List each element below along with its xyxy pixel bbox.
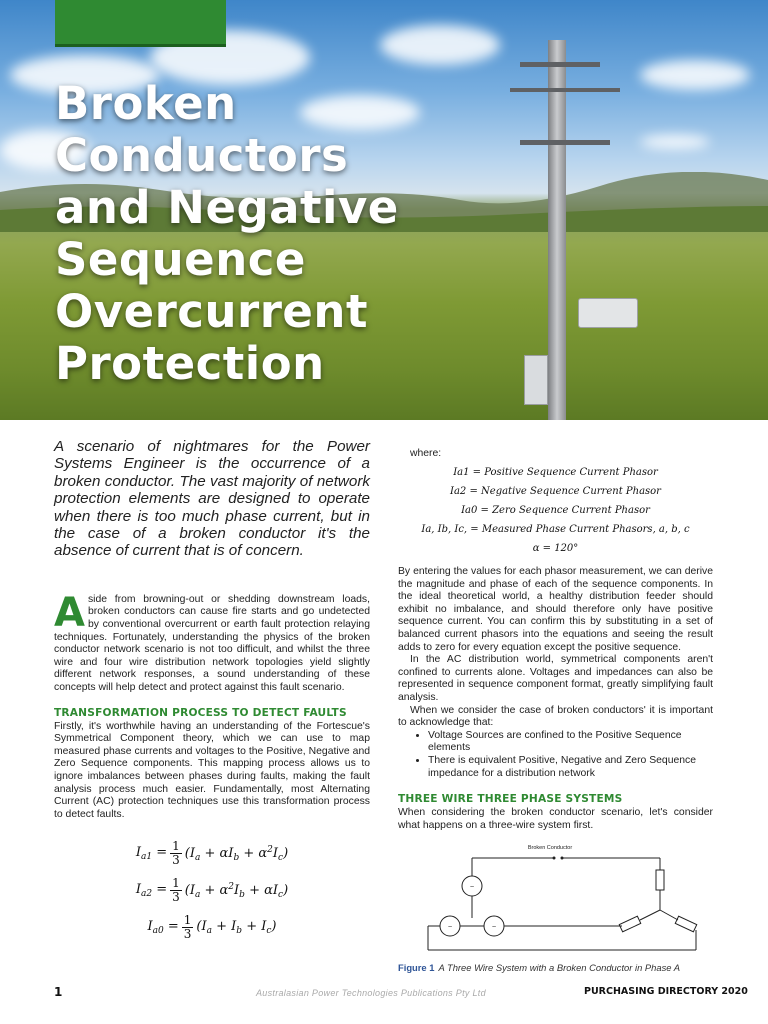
body-paragraph: Aside from browning-out or shedding downstream loads, broken conductors can cause fire starts and go undetected by conventional overcurrent or earth fault protection relaying techniques. Fortunately, understanding the physics of the broken conductor network scenario is not too difficult, and whilst the three wire and four wire distribution network topologies yield slightly different network responses, a sound understanding of these concepts will help detect and protect against this fault scenario. xyxy=(54,589,370,693)
where-label: where: xyxy=(410,448,442,459)
load-c-icon xyxy=(675,916,697,932)
figure-caption: Figure 1 A Three Wire System with a Broken Conductor in Phase A xyxy=(398,962,680,974)
drop-cap: A xyxy=(54,589,85,636)
circuit-diagram xyxy=(410,840,710,958)
svg-text:~: ~ xyxy=(447,924,453,932)
body-paragraph: Firstly, it's worthwhile having an understanding of the Fortescue's Symmetrical Component theory, which we can use to map measured phase currents and voltages to the Positive, Negative and Zero Sequence components. This mapping process allows us to ignore imbalances between phases during faults, making the fault analysis process much easier. Fundamentally, most Alternating Current (AC) protection techniques use this transformation process to detect faults. xyxy=(54,720,370,820)
recloser-equipment xyxy=(578,298,638,328)
definition-ia0: Ia0 = Zero Sequence Current Phasor xyxy=(461,505,650,516)
left-column xyxy=(54,438,370,946)
body-paragraph: When considering the broken conductor scenario, let's consider what happens on a three-wire system first. xyxy=(398,807,713,831)
intro-text: A scenario of nightmares for the Power Systems Engineer is the occurrence of a broken conductor. The vast majority of network protection elements are designed to operate when there is too much phase current, but in the case of a broken conductor it's the absence of current that is of concern. xyxy=(54,438,370,560)
definitions-list xyxy=(398,463,713,558)
publisher-name: Australasian Power Technologies Publications Pty Ltd xyxy=(256,988,486,998)
control-box xyxy=(524,355,548,405)
load-a-icon xyxy=(656,870,664,890)
hero-image xyxy=(0,0,768,420)
bullet-list xyxy=(398,730,713,780)
page-number: 1 xyxy=(54,985,63,999)
equation-zero: $I_{a0}$ = $\frac{1}{3}$ $(I_a + I_b + I_c)$ xyxy=(147,913,277,942)
three-wire-circuit xyxy=(410,840,710,958)
definition-ia2: Ia2 = Negative Sequence Current Phasor xyxy=(450,486,661,497)
article-title: Broken Conductors and Negative Sequence Overcurrent Protection xyxy=(55,77,399,390)
definition-alpha: α = 120° xyxy=(532,543,579,554)
issue-name: PURCHASING DIRECTORY 2020 xyxy=(584,986,748,997)
definition-ia1: Ia1 = Positive Sequence Current Phasor xyxy=(453,467,658,478)
equation-negative: $I_{a2}$ = $\frac{1}{3}$ $(I_a + \alpha^2I_b + \alpha I_c)$ xyxy=(135,876,289,905)
svg-text:~: ~ xyxy=(469,884,475,892)
body-paragraph: When we consider the case of broken conductors' it is important to acknowledge that: xyxy=(398,704,713,729)
equation-positive: $I_{a1}$ = $\frac{1}{3}$ $(I_a + \alpha I_b + \alpha^2I_c)$ xyxy=(135,839,289,868)
sequence-equations xyxy=(54,835,370,946)
utility-pole xyxy=(548,40,566,420)
body-paragraph: In the AC distribution world, symmetrical components aren't confined to currents alone. Voltages and impedances can also be represented in sequence component format, greatly simplifying fault analysis. xyxy=(398,654,713,703)
accent-bar xyxy=(55,0,226,47)
list-item: • Voltage Sources are confined to the Positive Sequence elements xyxy=(428,730,713,755)
definition-phase-currents: Ia, Ib, Ic, = Measured Phase Current Phasors, a, b, c xyxy=(421,524,690,535)
body-paragraph: By entering the values for each phasor measurement, we can derive the magnitude and phase of each of the sequence components. In the ideal theoretical world, a healthy distribution feeder should exhibit no imbalance, and should therefore only have positive sequence current. You can confirm this by substituting in a set of balanced current phasors into the equations and seeing the result adds to zero for every equation except the positive sequence. xyxy=(398,566,713,653)
section-heading: THREE WIRE THREE PHASE SYSTEMS xyxy=(398,793,623,806)
load-b-icon xyxy=(619,916,641,932)
list-item: • There is equivalent Positive, Negative and Zero Sequence impedance for a distribution network xyxy=(428,755,713,780)
broken-conductor-label: Broken Conductor xyxy=(527,845,573,852)
section-heading: TRANSFORMATION PROCESS TO DETECT FAULTS xyxy=(54,706,347,719)
svg-text:~: ~ xyxy=(491,924,497,932)
right-column xyxy=(398,442,713,973)
